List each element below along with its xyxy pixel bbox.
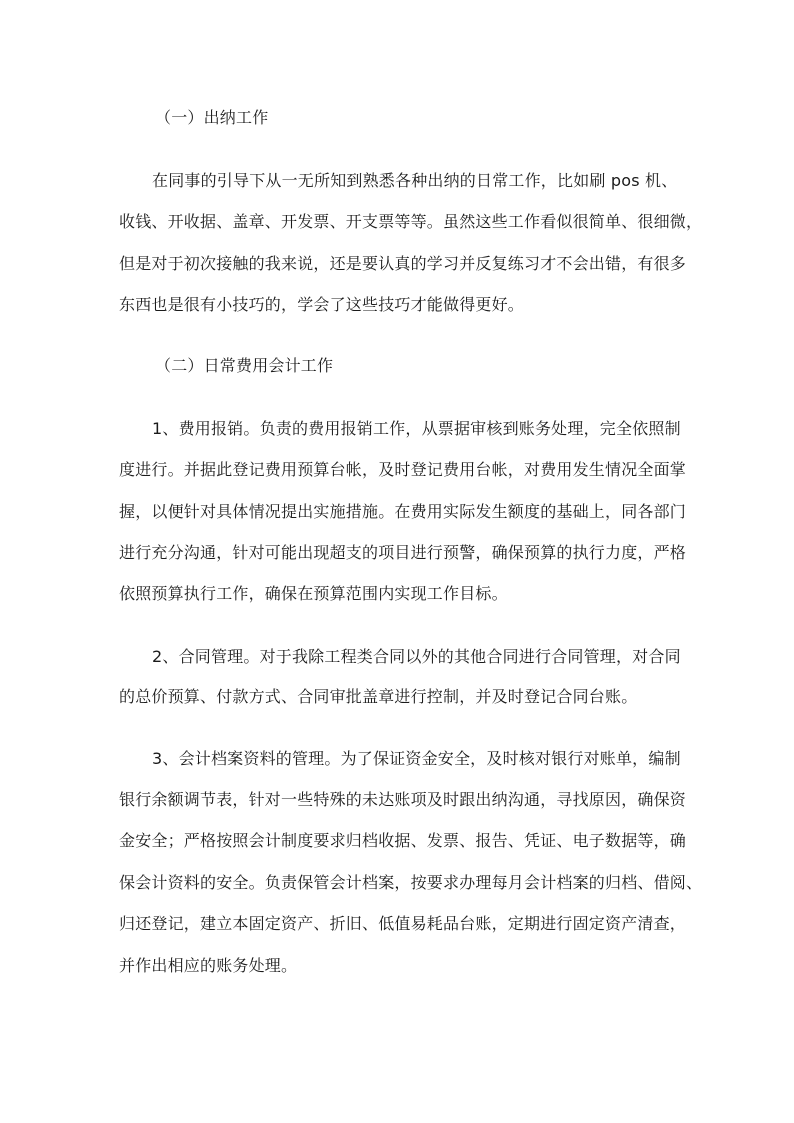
paragraph-line: 东西也是很有小技巧的，学会了这些技巧才能做得更好。 — [119, 295, 525, 314]
item-line: 保会计资料的安全。负责保管会计档案，按要求办理每月会计档案的归档、借阅、 — [119, 873, 703, 892]
item-line: 2、合同管理。对于我除工程类合同以外的其他合同进行合同管理，对合同 — [152, 647, 681, 666]
item-line: 依照预算执行工作，确保在预算范围内实现工作目标。 — [119, 584, 508, 603]
item-line: 并作出相应的账务处理。 — [119, 956, 298, 975]
item-line: 3、会计档案资料的管理。为了保证资金安全，及时核对银行对账单，编制 — [152, 749, 681, 768]
paragraph-line: 收钱、开收据、盖章、开发票、开支票等等。虽然这些工作看似很简单、很细微， — [119, 212, 703, 231]
item-line: 度进行。并据此登记费用预算台帐，及时登记费用台帐，对费用发生情况全面掌 — [119, 460, 687, 479]
section-heading-cashier: （一）出纳工作 — [155, 108, 269, 127]
item-line: 进行充分沟通，针对可能出现超支的项目进行预警，确保预算的执行力度，严格 — [119, 543, 687, 562]
item-line: 的总价预算、付款方式、合同审批盖章进行控制，并及时登记合同台账。 — [119, 687, 638, 706]
item-line: 1、费用报销。负责的费用报销工作，从票据审核到账务处理，完全依照制 — [152, 419, 681, 438]
item-line: 银行余额调节表，针对一些特殊的未达账项及时跟出纳沟通，寻找原因，确保资 — [119, 790, 687, 809]
item-line: 握，以便针对具体情况提出实施措施。在费用实际发生额度的基础上，同各部门 — [119, 502, 687, 521]
item-line: 金安全；严格按照会计制度要求归档收据、发票、报告、凭证、电子数据等，确 — [119, 831, 687, 850]
paragraph-line: 但是对于初次接触的我来说，还是要认真的学习并反复练习才不会出错，有很多 — [119, 254, 687, 273]
section-heading-expense-accounting: （二）日常费用会计工作 — [155, 356, 334, 375]
paragraph-line: 在同事的引导下从一无所知到熟悉各种出纳的日常工作，比如刷 pos 机、 — [152, 171, 678, 190]
item-line: 归还登记，建立本固定资产、折旧、低值易耗品台账，定期进行固定资产清查， — [119, 914, 687, 933]
